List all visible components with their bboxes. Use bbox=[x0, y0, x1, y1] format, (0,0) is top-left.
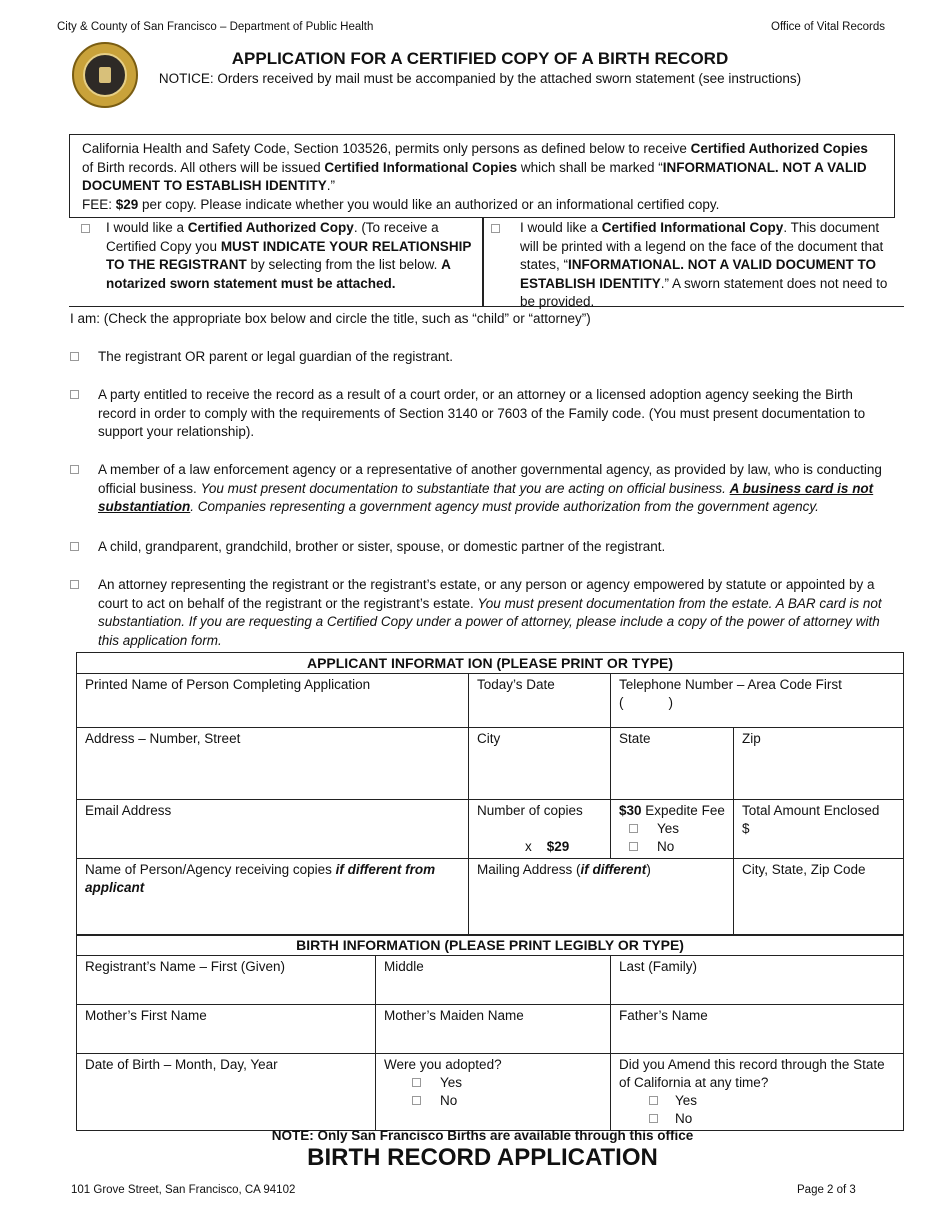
amend-yes-checkbox[interactable] bbox=[649, 1096, 658, 1105]
intro-text-2: of Birth records. All others will be issued bbox=[82, 159, 325, 175]
intro-text-3: which shall be marked “ bbox=[517, 159, 663, 175]
relationship-checkbox-5[interactable] bbox=[70, 580, 79, 589]
intro-informational: Certified Informational Copies bbox=[324, 159, 518, 175]
expedite-label: Expedite Fee bbox=[641, 803, 725, 818]
applicant-heading: APPLICANT INFORMAT ION (PLEASE PRINT OR TYPE) bbox=[77, 653, 904, 674]
zip-field[interactable] bbox=[734, 728, 904, 800]
registrant-middle-label: Middle bbox=[384, 959, 424, 974]
birth-table bbox=[76, 934, 904, 1131]
printed-name-field[interactable] bbox=[77, 674, 469, 728]
amend-no-checkbox[interactable] bbox=[649, 1114, 658, 1123]
informational-checkbox[interactable] bbox=[491, 224, 500, 233]
business-card-warning: A business card is not substantiation bbox=[98, 480, 874, 514]
total-label: Total Amount Enclosed bbox=[742, 803, 880, 818]
copies-field[interactable] bbox=[469, 800, 611, 859]
relationship-checkbox-4[interactable] bbox=[70, 542, 79, 551]
fee-label: FEE: bbox=[82, 196, 116, 212]
address-field[interactable] bbox=[77, 728, 469, 800]
expedite-yes-option[interactable] bbox=[619, 820, 725, 838]
relationship-option-4[interactable] bbox=[70, 538, 890, 557]
expedite-yes-checkbox[interactable] bbox=[629, 824, 638, 833]
relationship-option-1[interactable] bbox=[70, 348, 890, 367]
mailing-label: Mailing Address ( bbox=[477, 862, 581, 877]
todays-date-label: Today’s Date bbox=[477, 677, 555, 692]
amend-yes-label: Yes bbox=[675, 1093, 698, 1108]
intro-box bbox=[69, 134, 895, 218]
informational-text-2: . This document will be printed with a legend on the face of the document that states, “ bbox=[520, 220, 884, 272]
intro-authorized: Certified Authorized Copies bbox=[690, 141, 868, 156]
amend-no-option[interactable] bbox=[619, 1110, 895, 1128]
mother-maiden-label: Mother’s Maiden Name bbox=[384, 1008, 524, 1023]
expedite-no-label: No bbox=[657, 839, 675, 854]
relationship-checkbox-1[interactable] bbox=[70, 352, 79, 361]
iam-instruction: I am: (Check the appropriate box below and circle the title, such as “child” or “attorney”) bbox=[70, 311, 591, 326]
adopted-yes-label: Yes bbox=[440, 1075, 463, 1090]
recipient-qualifier: if different from applicant bbox=[85, 862, 436, 895]
todays-date-field[interactable] bbox=[469, 674, 611, 728]
authorized-title: Certified Authorized Copy bbox=[187, 220, 354, 235]
informational-legend: INFORMATIONAL. NOT A VALID DOCUMENT TO ESTABLISH IDENTITY bbox=[520, 257, 876, 291]
amend-no-label: No bbox=[675, 1111, 693, 1126]
mailing-label-end: ) bbox=[646, 862, 651, 877]
city-state-zip-label: City, State, Zip Code bbox=[742, 862, 866, 877]
authorized-notarized: A notarized sworn statement must be attached. bbox=[106, 257, 451, 291]
intro-legend: INFORMATIONAL. NOT A VALID DOCUMENT TO ESTABLISH IDENTITY bbox=[82, 159, 867, 193]
city-field[interactable] bbox=[469, 728, 611, 800]
authorized-text: I would like a bbox=[106, 220, 188, 235]
total-dollar-sign: $ bbox=[742, 821, 750, 836]
father-name-label: Father’s Name bbox=[619, 1008, 708, 1023]
relationship-checkbox-2[interactable] bbox=[70, 390, 79, 399]
father-name-field[interactable] bbox=[611, 1005, 904, 1054]
total-field[interactable] bbox=[734, 800, 904, 859]
mailing-address-field[interactable] bbox=[469, 859, 734, 936]
copies-price: $29 bbox=[546, 839, 570, 854]
copies-label: Number of copies bbox=[477, 803, 583, 818]
city-label: City bbox=[477, 731, 501, 746]
fee-text: per copy. Please indicate whether you would like an authorized or an informational certified copy. bbox=[138, 196, 720, 212]
amend-yes-option[interactable] bbox=[619, 1092, 895, 1110]
adopted-yes-checkbox[interactable] bbox=[412, 1078, 421, 1087]
printed-name-label: Printed Name of Person Completing Application bbox=[85, 677, 371, 692]
copy-divider bbox=[483, 217, 484, 307]
area-code-parens: ( ) bbox=[619, 695, 673, 710]
relationship-checkbox-3[interactable] bbox=[70, 465, 79, 474]
state-field[interactable] bbox=[611, 728, 734, 800]
adopted-field bbox=[376, 1054, 611, 1131]
fee-amount: $29 bbox=[115, 196, 139, 212]
relationship-text-1: The registrant OR parent or legal guardian of the registrant. bbox=[98, 349, 453, 364]
mother-first-label: Mother’s First Name bbox=[85, 1008, 207, 1023]
authorized-text-3: by selecting from the list below. bbox=[246, 257, 442, 272]
adopted-no-checkbox[interactable] bbox=[412, 1096, 421, 1105]
mother-maiden-field[interactable] bbox=[376, 1005, 611, 1054]
zip-label: Zip bbox=[742, 731, 761, 746]
relationship-text-4: A child, grandparent, grandchild, brother or sister, spouse, or domestic partner of the registrant. bbox=[98, 539, 666, 554]
relationship-text-3-italic: You must present documentation to substantiate that you are acting on official business. bbox=[200, 480, 730, 496]
relationship-text-5-italic: You must present documentation from the estate. A BAR card is not substantiation. If you are requesting a Certified Copy under a power of attorney, please include a copy of the power of attorney with this application form. bbox=[98, 595, 882, 648]
amend-field bbox=[611, 1054, 904, 1131]
authorized-must: MUST INDICATE YOUR RELATIONSHIP TO THE REGISTRANT bbox=[106, 238, 472, 272]
expedite-field bbox=[611, 800, 734, 859]
applicant-table bbox=[76, 652, 904, 936]
form-big-title: BIRTH RECORD APPLICATION bbox=[307, 1144, 658, 1171]
informational-text: I would like a bbox=[520, 220, 602, 235]
email-field[interactable] bbox=[77, 800, 469, 859]
informational-title: Certified Informational Copy bbox=[601, 220, 784, 235]
registrant-last-field[interactable] bbox=[611, 956, 904, 1005]
relationship-text-2: A party entitled to receive the record as a result of a court order, or an attorney or a licensed adoption agency seeking the Birth record in order to comply with the requirements of Section 3140 or 7603 of the Family code. (You must present documentation to support your relationship). bbox=[98, 387, 866, 439]
registrant-middle-field[interactable] bbox=[376, 956, 611, 1005]
notice-text: NOTICE: Orders received by mail must be accompanied by the attached sworn statement (see instructions) bbox=[158, 71, 802, 86]
city-state-zip-field[interactable] bbox=[734, 859, 904, 936]
informational-text-3: .” A sworn statement does not need to be provided. bbox=[520, 275, 888, 309]
telephone-field[interactable] bbox=[611, 674, 904, 728]
registrant-first-label: Registrant’s Name – First (Given) bbox=[85, 959, 286, 974]
relationship-option-2[interactable] bbox=[70, 386, 890, 442]
intro-text: California Health and Safety Code, Section 103526, permits only persons as defined below to receive bbox=[82, 141, 691, 156]
copies-multiplier: x bbox=[525, 839, 532, 854]
birth-heading: BIRTH INFORMATION (PLEASE PRINT LEGIBLY OR TYPE) bbox=[77, 935, 904, 956]
intro-text-4: .” bbox=[326, 178, 336, 193]
telephone-label: Telephone Number – Area Code First bbox=[619, 677, 842, 692]
recipient-label: Name of Person/Agency receiving copies bbox=[85, 862, 336, 877]
dob-label: Date of Birth – Month, Day, Year bbox=[85, 1057, 278, 1072]
registrant-last-label: Last (Family) bbox=[619, 959, 698, 974]
address-label: Address – Number, Street bbox=[85, 731, 241, 746]
relationship-text-3-end: . Companies representing a government agency must provide authorization from the government agency. bbox=[190, 499, 819, 514]
relationship-text-5: An attorney representing the registrant or the registrant’s estate, or any person or agency empowered by statute or appointed by a court to act on behalf of the registrant or the registrant’s estate. bbox=[98, 577, 875, 611]
recipient-field[interactable] bbox=[77, 859, 469, 936]
mailing-qualifier: if different bbox=[580, 862, 647, 877]
authorized-checkbox[interactable] bbox=[81, 224, 90, 233]
mother-first-field[interactable] bbox=[77, 1005, 376, 1054]
adopted-label: Were you adopted? bbox=[384, 1057, 502, 1072]
authorized-text-2: . (To receive a Certified Copy you bbox=[106, 220, 439, 254]
expedite-no-option[interactable] bbox=[619, 838, 725, 856]
expedite-yes-label: Yes bbox=[657, 821, 680, 836]
adopted-no-option[interactable] bbox=[384, 1092, 602, 1110]
state-label: State bbox=[619, 731, 651, 746]
relationship-text-3: A member of a law enforcement agency or a representative of another governmental agency, as provided by law, who is conducting official business. bbox=[98, 462, 882, 496]
informational-copy-option[interactable] bbox=[483, 217, 904, 307]
authorized-copy-option[interactable] bbox=[69, 217, 483, 307]
email-label: Email Address bbox=[85, 803, 172, 818]
page-title: APPLICATION FOR A CERTIFIED COPY OF A BIRTH RECORD bbox=[231, 49, 729, 68]
footer-note: NOTE: Only San Francisco Births are available through this office bbox=[271, 1128, 694, 1143]
adopted-no-label: No bbox=[440, 1093, 458, 1108]
expedite-amount: $30 bbox=[619, 803, 642, 818]
relationship-option-5[interactable] bbox=[70, 576, 890, 650]
relationship-option-3[interactable] bbox=[70, 461, 890, 517]
office-name: Office of Vital Records bbox=[771, 21, 885, 33]
page-number: Page 2 of 3 bbox=[797, 1184, 856, 1196]
office-address: 101 Grove Street, San Francisco, CA 94102 bbox=[71, 1184, 296, 1196]
adopted-yes-option[interactable] bbox=[384, 1074, 602, 1092]
expedite-no-checkbox[interactable] bbox=[629, 842, 638, 851]
amend-label: Did you Amend this record through the State of California at any time? bbox=[619, 1057, 885, 1090]
dob-field[interactable] bbox=[77, 1054, 376, 1131]
department-name: City & County of San Francisco – Department of Public Health bbox=[57, 21, 374, 33]
registrant-first-field[interactable] bbox=[77, 956, 376, 1005]
